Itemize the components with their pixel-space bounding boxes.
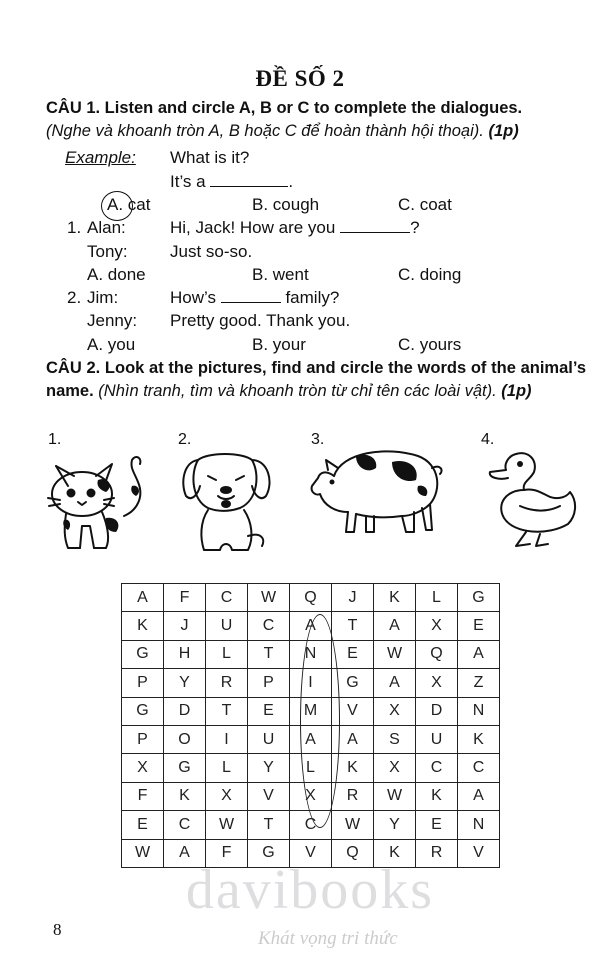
grid-cell[interactable]: V: [290, 839, 332, 867]
grid-cell[interactable]: K: [122, 612, 164, 640]
item-2-line-1-suffix: family?: [285, 288, 340, 307]
grid-cell[interactable]: U: [206, 612, 248, 640]
item-2-line-1: [170, 287, 339, 309]
pig-icon: [306, 446, 446, 538]
animal-number-2: 2.: [178, 431, 192, 448]
item-1-option-b: B. went: [252, 265, 309, 284]
grid-cell[interactable]: G: [458, 584, 500, 612]
grid-cell[interactable]: L: [206, 754, 248, 782]
example-answer-suffix: .: [288, 172, 294, 191]
grid-cell[interactable]: X: [416, 669, 458, 697]
item-2-speaker-1: Jim:: [87, 288, 119, 307]
grid-cell[interactable]: A: [164, 839, 206, 867]
item-1-speaker-1: Alan:: [87, 218, 126, 237]
grid-cell[interactable]: K: [164, 782, 206, 810]
grid-row: [122, 584, 500, 612]
grid-cell[interactable]: D: [416, 697, 458, 725]
grid-cell[interactable]: U: [416, 725, 458, 753]
grid-cell[interactable]: A: [290, 612, 332, 640]
item-1-line-1: [170, 217, 420, 239]
page-title: ĐỀ SỐ 2: [255, 66, 345, 91]
watermark-brand: davibooks: [185, 859, 435, 921]
grid-cell[interactable]: R: [206, 669, 248, 697]
grid-cell[interactable]: G: [332, 669, 374, 697]
grid-cell[interactable]: W: [248, 584, 290, 612]
grid-cell[interactable]: C: [248, 612, 290, 640]
grid-cell[interactable]: F: [206, 839, 248, 867]
grid-cell[interactable]: C: [164, 811, 206, 839]
grid-cell[interactable]: N: [458, 811, 500, 839]
grid-cell[interactable]: I: [206, 725, 248, 753]
grid-cell[interactable]: J: [164, 612, 206, 640]
grid-cell[interactable]: O: [164, 725, 206, 753]
grid-cell[interactable]: V: [458, 839, 500, 867]
item-1-speaker-2: Tony:: [87, 242, 128, 261]
grid-cell[interactable]: X: [374, 754, 416, 782]
grid-cell[interactable]: T: [206, 697, 248, 725]
example-label: Example:: [65, 148, 136, 167]
example-question: What is it?: [170, 148, 250, 167]
item-1-option-a: A. done: [87, 265, 146, 284]
grid-cell[interactable]: N: [458, 697, 500, 725]
page-number: 8: [53, 920, 62, 939]
example-option-a: A. cat: [107, 195, 151, 214]
grid-cell[interactable]: W: [332, 811, 374, 839]
q1-instruction: (Nghe và khoanh tròn A, B hoặc C để hoàn thành hội thoại).: [46, 122, 484, 140]
item-2-line-1-text: How’s: [170, 288, 216, 307]
q2-instruction: (Nhìn tranh, tìm và khoanh tròn từ chỉ tên các loài vật).: [98, 382, 497, 400]
grid-cell[interactable]: X: [122, 754, 164, 782]
item-2-option-a: A. you: [87, 335, 136, 354]
example-answer-prefix: It’s a: [170, 172, 206, 191]
duck-icon: [486, 446, 582, 550]
grid-cell[interactable]: A: [290, 725, 332, 753]
grid-cell[interactable]: Y: [164, 669, 206, 697]
grid-cell[interactable]: H: [164, 640, 206, 668]
grid-cell[interactable]: Y: [374, 811, 416, 839]
grid-cell[interactable]: W: [374, 640, 416, 668]
grid-cell[interactable]: F: [164, 584, 206, 612]
grid-cell[interactable]: J: [332, 584, 374, 612]
grid-cell[interactable]: A: [458, 640, 500, 668]
grid-cell[interactable]: K: [416, 782, 458, 810]
grid-cell[interactable]: T: [248, 811, 290, 839]
grid-cell[interactable]: V: [332, 697, 374, 725]
grid-cell[interactable]: K: [458, 725, 500, 753]
example-option-c: C. coat: [398, 195, 452, 214]
grid-cell[interactable]: Q: [416, 640, 458, 668]
grid-cell[interactable]: G: [122, 697, 164, 725]
grid-cell[interactable]: K: [374, 839, 416, 867]
grid-cell[interactable]: R: [332, 782, 374, 810]
dog-icon: [178, 446, 278, 558]
grid-cell[interactable]: A: [374, 612, 416, 640]
item-2-line-2: Pretty good. Thank you.: [170, 311, 351, 330]
q2-points: (1p): [501, 382, 532, 400]
grid-cell[interactable]: M: [290, 697, 332, 725]
grid-cell[interactable]: X: [416, 612, 458, 640]
grid-cell[interactable]: U: [248, 725, 290, 753]
grid-cell[interactable]: R: [416, 839, 458, 867]
grid-cell[interactable]: P: [122, 669, 164, 697]
grid-cell[interactable]: P: [248, 669, 290, 697]
grid-cell[interactable]: X: [374, 697, 416, 725]
grid-cell[interactable]: Y: [248, 754, 290, 782]
item-2-blank: [221, 288, 281, 303]
grid-cell[interactable]: C: [416, 754, 458, 782]
q1-heading-text: CÂU 1. Listen and circle A, B or C to complete the dialogues.: [46, 99, 523, 117]
grid-cell[interactable]: W: [206, 811, 248, 839]
q2-heading-text: CÂU 2. Look at the pictures, find and circle the words of the animal’s name.: [46, 359, 586, 400]
grid-cell[interactable]: A: [332, 725, 374, 753]
grid-cell[interactable]: I: [290, 669, 332, 697]
grid-cell[interactable]: L: [416, 584, 458, 612]
item-1-line-2: Just so-so.: [170, 242, 253, 261]
grid-cell[interactable]: P: [122, 725, 164, 753]
cat-icon: [46, 446, 152, 558]
example-answer: [170, 171, 293, 193]
grid-cell[interactable]: W: [122, 839, 164, 867]
item-2-number: 2.: [67, 288, 82, 307]
grid-cell[interactable]: K: [374, 584, 416, 612]
grid-cell[interactable]: N: [290, 640, 332, 668]
grid-cell[interactable]: L: [206, 640, 248, 668]
grid-cell[interactable]: A: [458, 782, 500, 810]
example-blank: [210, 172, 288, 187]
grid-cell[interactable]: T: [332, 612, 374, 640]
grid-cell[interactable]: G: [164, 754, 206, 782]
grid-cell[interactable]: V: [248, 782, 290, 810]
animal-number-4: 4.: [481, 431, 495, 448]
grid-cell[interactable]: W: [374, 782, 416, 810]
grid-cell[interactable]: A: [122, 584, 164, 612]
grid-cell[interactable]: F: [122, 782, 164, 810]
grid-cell[interactable]: E: [332, 640, 374, 668]
item-1-option-c: C. doing: [398, 265, 462, 284]
grid-cell[interactable]: X: [206, 782, 248, 810]
answer-oval: [300, 614, 340, 828]
item-1-number: 1.: [67, 218, 82, 237]
grid-cell[interactable]: A: [374, 669, 416, 697]
item-1-blank: [340, 218, 410, 233]
grid-cell[interactable]: G: [248, 839, 290, 867]
q1-points: (1p): [488, 122, 519, 140]
grid-cell[interactable]: X: [290, 782, 332, 810]
grid-cell[interactable]: K: [332, 754, 374, 782]
animal-number-3: 3.: [311, 431, 325, 448]
item-2-option-c: C. yours: [398, 335, 462, 354]
grid-cell[interactable]: Q: [290, 584, 332, 612]
watermark-slogan: Khát vọng tri thức: [258, 928, 398, 949]
grid-cell[interactable]: C: [206, 584, 248, 612]
grid-cell[interactable]: S: [374, 725, 416, 753]
grid-cell[interactable]: Q: [332, 839, 374, 867]
grid-cell[interactable]: C: [458, 754, 500, 782]
grid-cell[interactable]: T: [248, 640, 290, 668]
grid-cell[interactable]: L: [290, 754, 332, 782]
question-1-heading: [46, 97, 586, 143]
grid-cell[interactable]: D: [164, 697, 206, 725]
grid-cell[interactable]: E: [416, 811, 458, 839]
grid-cell[interactable]: E: [248, 697, 290, 725]
grid-cell[interactable]: G: [122, 640, 164, 668]
item-2-option-b: B. your: [252, 335, 306, 354]
item-1-line-1-suffix: ?: [410, 218, 420, 237]
grid-cell[interactable]: Z: [458, 669, 500, 697]
grid-cell[interactable]: E: [458, 612, 500, 640]
grid-cell[interactable]: E: [122, 811, 164, 839]
example-option-b: B. cough: [252, 195, 320, 214]
grid-cell[interactable]: C: [290, 811, 332, 839]
item-1-line-1-text: Hi, Jack! How are you: [170, 218, 336, 237]
question-2-heading: [46, 357, 586, 403]
animal-number-1: 1.: [48, 431, 62, 448]
item-2-speaker-2: Jenny:: [87, 311, 138, 330]
